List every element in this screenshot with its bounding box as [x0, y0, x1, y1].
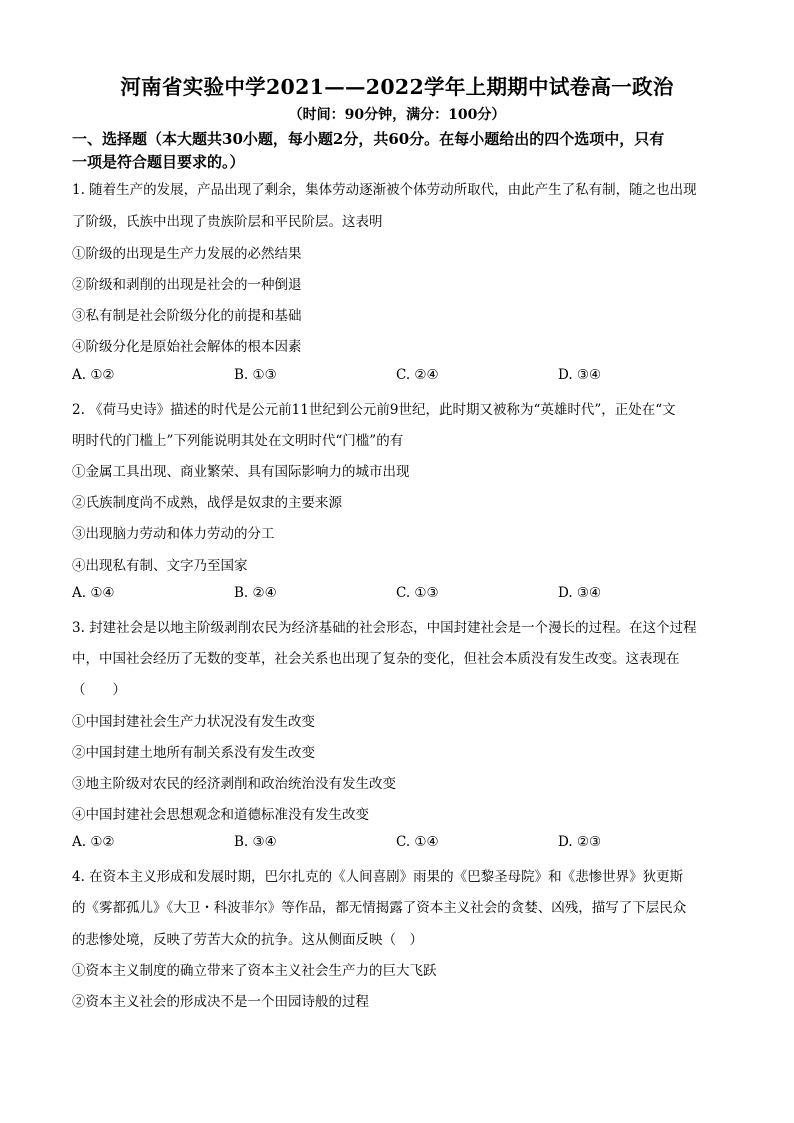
- question-1-option-b: B. ①③: [234, 367, 277, 383]
- question-4-line: 的《雾都孤儿》《大卫・科波菲尔》等作品，都无情揭露了资本主义社会的贪婪、凶残，描写了下层民众: [72, 900, 687, 916]
- question-4-line: 的悲惨处境，反映了劳苦大众的抗争。这从侧面反映（ ）: [72, 932, 423, 948]
- question-2-option-b: B. ②④: [234, 585, 277, 601]
- question-2-choice: ③出现脑力劳动和体力劳动的分工: [72, 526, 275, 542]
- question-3-option-a: A. ①②: [72, 834, 115, 850]
- question-3-line: 中，中国社会经历了无数的变革，社会关系也出现了复杂的变化，但社会本质没有发生改变。这表现在: [72, 651, 680, 667]
- exam-subtitle: （时间：90分钟，满分：100分）: [288, 107, 506, 123]
- question-2-line: 明时代的门槛上”下列能说明其处在文明时代“门槛”的有: [72, 433, 404, 449]
- question-3-choice: ①中国封建社会生产力状况没有发生改变: [72, 714, 315, 730]
- section-heading-line-2: 一项是符合题目要求的。）: [72, 153, 245, 171]
- question-3-option-d: D. ②③: [558, 834, 602, 850]
- question-4-line: 4. 在资本主义形成和发展时期，巴尔扎克的《人间喜剧》雨果的《巴黎圣母院》和《悲惨世界》狄更斯: [72, 869, 684, 885]
- question-3-option-b: B. ③④: [234, 834, 277, 850]
- question-4-choice: ①资本主义制度的确立带来了资本主义社会生产力的巨大飞跃: [72, 963, 437, 979]
- question-3-line: 3. 封建社会是以地主阶级剥削农民为经济基础的社会形态，中国封建社会是一个漫长的过程。在这个过程: [72, 620, 697, 636]
- question-2-option-d: D. ③④: [558, 585, 602, 601]
- section-heading-line-1: 一、选择题（本大题共30小题，每小题2分，共60分。在每小题给出的四个选项中，只有: [72, 130, 665, 148]
- question-1-option-a: A. ①②: [72, 367, 115, 383]
- question-1-line: 1. 随着生产的发展，产品出现了剩余，集体劳动逐渐被个体劳动所取代，由此产生了私有制，随之也出现: [72, 182, 697, 198]
- question-2-choice: ②氏族制度尚不成熟，战俘是奴隶的主要来源: [72, 495, 342, 511]
- question-2-choice: ①金属工具出现、商业繁荣、具有国际影响力的城市出现: [72, 464, 410, 480]
- question-2-option-a: A. ①④: [72, 585, 115, 601]
- question-1-option-d: D. ③④: [558, 367, 602, 383]
- question-2-line: 2. 《荷马史诗》描述的时代是公元前11世纪到公元前9世纪，此时期又被称为“英雄时代”，正处在“文: [72, 402, 676, 418]
- question-1-choice: ①阶级的出现是生产力发展的必然结果: [72, 246, 302, 262]
- question-1-line: 了阶级，氏族中出现了贵族阶层和平民阶层。这表明: [72, 214, 383, 230]
- question-1-choice: ③私有制是社会阶级分化的前提和基础: [72, 308, 302, 324]
- question-3-choice: ④中国封建社会思想观念和道德标准没有发生改变: [72, 807, 369, 823]
- question-3-option-c: C. ①④: [396, 834, 439, 850]
- question-2-choice: ④出现私有制、文字乃至国家: [72, 558, 248, 574]
- question-1-choice: ④阶级分化是原始社会解体的根本因素: [72, 339, 302, 355]
- question-1-choice: ②阶级和剥削的出现是社会的一种倒退: [72, 277, 302, 293]
- question-2-option-c: C. ①③: [396, 585, 439, 601]
- question-3-choice: ③地主阶级对农民的经济剥削和政治统治没有发生改变: [72, 776, 396, 792]
- question-1-option-c: C. ②④: [396, 367, 439, 383]
- exam-title: 河南省实验中学2021——2022学年上期期中试卷高一政治: [120, 75, 674, 99]
- question-4-choice: ②资本主义社会的形成决不是一个田园诗般的过程: [72, 994, 369, 1010]
- question-3-answer-blank: （ ）: [72, 682, 126, 698]
- question-3-choice: ②中国封建土地所有制关系没有发生改变: [72, 745, 315, 761]
